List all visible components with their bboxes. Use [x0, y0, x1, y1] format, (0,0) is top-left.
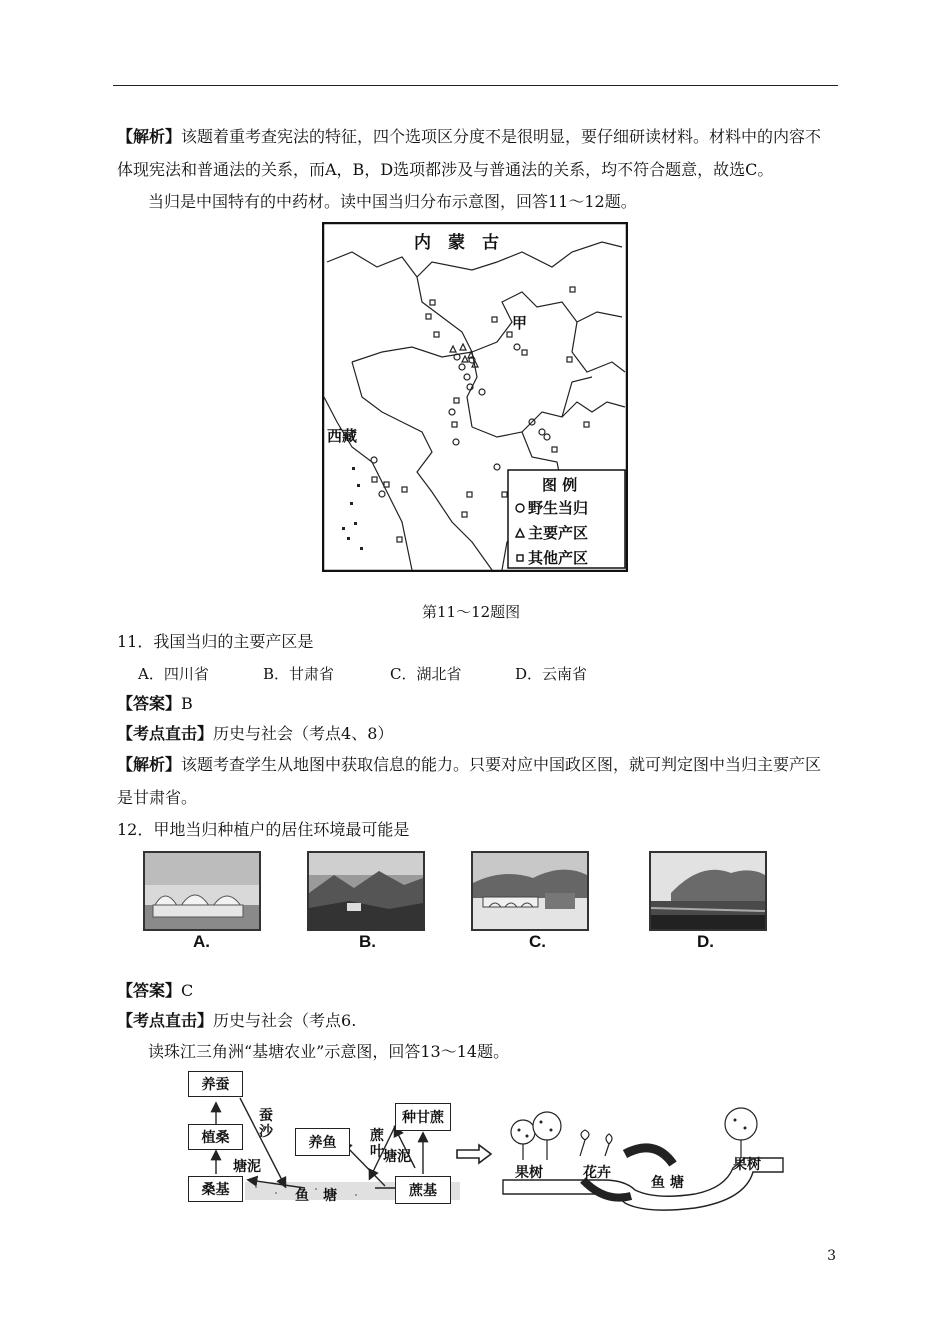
photo-c-bridge-village — [471, 851, 589, 931]
intro-text: 当归是中国特有的中药材。读中国当归分布示意图，回答11～12题。 — [148, 192, 637, 211]
map-svg — [322, 222, 628, 572]
header-rule — [113, 85, 838, 86]
kaodian-text: 历史与社会（考点6. — [213, 1011, 357, 1030]
kaodian-tag: 【考点直击】 — [117, 1011, 214, 1030]
q11-analysis-line-2: 是甘肃省。 — [117, 788, 198, 807]
label-fruit-trees-2: 果树 — [733, 1157, 761, 1173]
map-label-tibet: 西藏 — [327, 427, 358, 445]
photo-label-a: A. — [193, 932, 210, 951]
q11-kaodian — [117, 724, 393, 744]
photo-label-d: D. — [697, 932, 714, 951]
analysis-text: 该题着重考查宪法的特征，四个选项区分度不是很明显，要仔细研读材料。材料中的内容不 — [181, 127, 822, 146]
label-cane-leaf: 蔗叶 — [370, 1128, 384, 1160]
q11-analysis-line-1 — [117, 755, 821, 775]
page-number: 3 — [827, 1248, 836, 1264]
q12-kaodian — [117, 1011, 356, 1031]
box-mulberry-base: 桑基 — [188, 1176, 243, 1202]
map-label-inner-mongolia: 内 蒙 古 — [414, 233, 499, 253]
box-cane-base: 蔗基 — [395, 1176, 451, 1204]
q11-option-a: A．四川省 — [138, 665, 209, 683]
q12-stem: 12．甲地当归种植户的居住环境最可能是 — [117, 820, 410, 839]
photo-b-mountains — [307, 851, 425, 931]
angelica-distribution-map — [322, 222, 628, 572]
diagram-svg — [185, 1068, 785, 1213]
q12-answer — [117, 981, 193, 1001]
box-silkworm: 养蚕 — [188, 1071, 243, 1097]
photo-label-c: C. — [529, 932, 546, 951]
legend-other: 其他产区 — [528, 549, 589, 567]
label-pond: 鱼 塘 — [295, 1188, 337, 1204]
q11-stem: 11．我国当归的主要产区是 — [117, 632, 314, 651]
label-flowers: 花卉 — [583, 1165, 611, 1181]
box-fish: 养鱼 — [295, 1128, 350, 1156]
box-sugarcane: 种甘蔗 — [395, 1103, 451, 1131]
label-pond-2: 鱼 塘 — [651, 1175, 684, 1191]
photo-d-river-hills — [649, 851, 767, 931]
label-mud-1: 塘泥 — [233, 1159, 261, 1175]
q11-option-b: B．甘肃省 — [263, 665, 335, 683]
legend-main: 主要产区 — [528, 524, 589, 542]
label-silk-sand: 蚕沙 — [259, 1108, 273, 1140]
label-fruit-trees-1: 果树 — [515, 1165, 543, 1181]
photo-a-yurts — [143, 851, 261, 931]
analysis-tag: 【解析】 — [117, 755, 182, 774]
kaodian-text: 历史与社会（考点4、8） — [213, 724, 394, 743]
q11-answer — [117, 694, 193, 714]
answer-value: C — [181, 981, 194, 1000]
photo-label-b: B. — [359, 932, 376, 951]
intro-text-2: 读珠江三角洲“基塘农业”示意图，回答13～14题。 — [148, 1042, 510, 1061]
analysis-text: 该题考查学生从地图中获取信息的能力。只要对应中国政区图，就可判定图中当归主要产区 — [181, 755, 822, 774]
answer-value: B — [181, 694, 193, 713]
figure-caption: 第11～12题图 — [422, 603, 521, 621]
answer-tag: 【答案】 — [117, 694, 182, 713]
map-label-jia: 甲 — [512, 314, 528, 332]
label-mud-2: 塘泥 — [383, 1149, 411, 1165]
kaodian-tag: 【考点直击】 — [117, 724, 214, 743]
q11-option-d: D．云南省 — [515, 665, 588, 683]
analysis-tag: 【解析】 — [117, 127, 182, 146]
analysis-line-2: 体现宪法和普通法的关系，而A，B，D选项都涉及与普通法的关系，均不符合题意，故选C。 — [117, 160, 774, 179]
box-mulberry: 植桑 — [188, 1124, 243, 1150]
dike-pond-diagram — [185, 1068, 785, 1213]
q11-option-c: C．湖北省 — [390, 665, 462, 683]
legend-wild: 野生当归 — [528, 499, 589, 517]
answer-tag: 【答案】 — [117, 981, 182, 1000]
analysis-line-1 — [117, 127, 821, 147]
legend-title: 图 例 — [542, 476, 578, 494]
